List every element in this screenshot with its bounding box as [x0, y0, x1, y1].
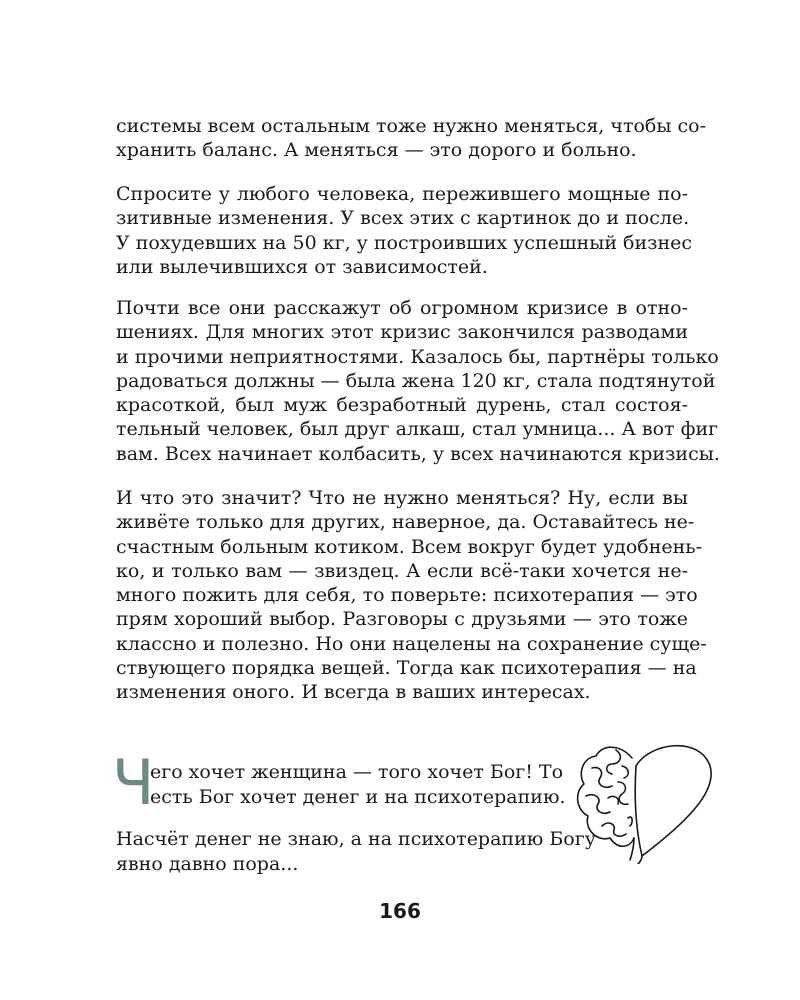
text-line: его хочет женщина — того хочет Бог! То	[150, 761, 564, 783]
text-line: классно и полезно. Но они нацелены на сохранение суще-	[116, 632, 707, 655]
text-line: живёте только для других, наверное, да. Оставайтесь не-	[116, 511, 695, 534]
text-line: тельный человек, был друг алкаш, стал умница... А вот фиг	[116, 418, 719, 441]
text-line: красоткой, был муж безработный дурень, стал состоя-	[116, 394, 688, 417]
text-line: радоваться должны — была жена 120 кг, стала подтянутой	[116, 369, 716, 392]
text-line: есть Бог хочет денег и на психотерапию.	[150, 786, 566, 808]
text-line: Насчёт денег не знаю, а на психотерапию Богу	[116, 828, 596, 850]
text-line: хранить баланс. А меняться — это дорого и больно.	[116, 139, 637, 162]
text-line: прям хороший выбор. Разговоры с друзьями — это тоже	[116, 608, 688, 631]
text-line: И что это значит? Что не нужно меняться? Ну, если вы	[116, 487, 688, 509]
text-line: Спросите у любого человека, пережившего мощные по-	[116, 183, 688, 205]
text-line: шениях. Для многих этот кризис закончился разводами	[116, 321, 688, 344]
brain-heart-icon	[572, 738, 722, 868]
paragraph-1	[116, 114, 707, 163]
page-number: 166	[379, 899, 421, 923]
text-line: зитивные изменения. У всех этих с картинок до и после.	[116, 207, 690, 230]
text-line: явно давно пора...	[116, 853, 299, 875]
text-line: много пожить для себя, то поверьте: психотерапия — это	[116, 584, 698, 607]
drop-cap: Ч	[112, 746, 155, 819]
text-line: ко, и только вам — звиздец. А если всё-таки хочется не-	[116, 559, 688, 582]
quote-followup	[116, 827, 596, 877]
paragraph-3	[116, 296, 720, 466]
text-line: и прочими неприятностями. Казалось бы, партнёры только	[116, 345, 719, 368]
text-line: ствующего порядка вещей. Тогда как психотерапия — на	[116, 657, 697, 680]
text-line: вам. Всех начинает колбасить, у всех начинаются кризисы.	[116, 442, 720, 465]
text-line: счастным больным котиком. Всем вокруг будет удобнень-	[116, 535, 703, 558]
quote-text	[150, 760, 566, 810]
text-line: системы всем остальным тоже нужно меняться, чтобы со-	[116, 115, 707, 137]
paragraph-4	[116, 486, 707, 705]
text-line: или вылечившихся от зависимостей.	[116, 255, 488, 278]
paragraph-2	[116, 182, 693, 279]
text-line: изменения оного. И всегда в ваших интересах.	[116, 681, 591, 704]
text-line: Почти все они расскажут об огромном кризисе в отно-	[116, 297, 688, 319]
text-line: У похудевших на 50 кг, у построивших успешный бизнес	[116, 231, 693, 254]
